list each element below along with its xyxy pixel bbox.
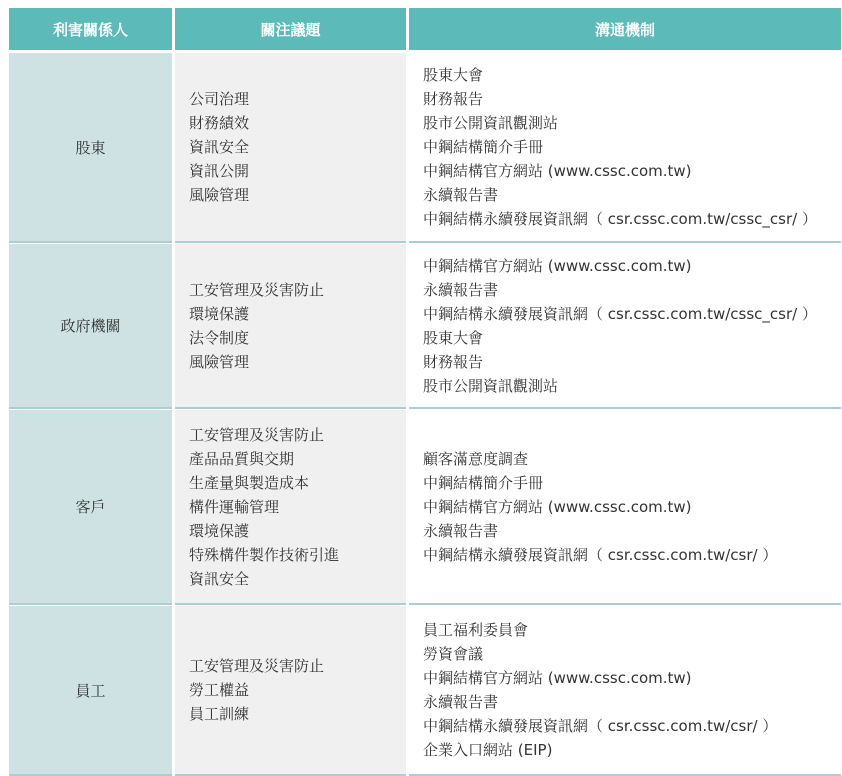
issue-item: 資訊公開 [189, 162, 250, 180]
channel-item: 股市公開資訊觀測站 [423, 376, 559, 395]
stakeholder-cell: 員工 [9, 606, 172, 774]
channel-item: 中鋼結構永續發展資訊網（ csr.cssc.com.tw/csr/ ） [423, 717, 778, 735]
channel-item: 中鋼結構官方網站 (www.cssc.com.tw) [423, 162, 692, 180]
issue-item: 財務績效 [189, 114, 250, 132]
channel-item: 中鋼結構簡介手冊 [423, 473, 544, 492]
channel-item: 企業入口網站 (EIP) [423, 741, 553, 759]
issue-item: 產品品質與交期 [189, 449, 295, 468]
channel-item: 永續報告書 [423, 280, 499, 299]
channel-item: 勞資會議 [423, 645, 484, 663]
header-stakeholder: 利害關係人 [9, 8, 172, 50]
issues-cell [175, 244, 406, 407]
channel-item: 永續報告書 [423, 693, 499, 711]
channel-item: 股東大會 [423, 328, 484, 347]
issues-cell [175, 410, 406, 603]
issues-cell [175, 53, 406, 241]
channel-item: 中鋼結構永續發展資訊網（ csr.cssc.com.tw/csr/ ） [423, 545, 778, 564]
channel-item: 中鋼結構永續發展資訊網（ csr.cssc.com.tw/cssc_csr/ ） [423, 304, 817, 323]
issue-item: 資訊安全 [189, 569, 250, 588]
channel-item: 永續報告書 [423, 186, 499, 204]
issue-item: 法令制度 [189, 328, 250, 347]
issue-item: 員工訓練 [189, 705, 250, 723]
issue-item: 環境保護 [189, 304, 250, 323]
header-issues: 關注議題 [175, 8, 406, 50]
issue-item: 勞工權益 [189, 681, 250, 699]
stakeholder-cell: 客戶 [9, 410, 172, 603]
stakeholder-cell: 政府機關 [9, 244, 172, 407]
issue-item: 環境保護 [189, 521, 250, 540]
channels-cell [409, 410, 841, 603]
channel-item: 中鋼結構官方網站 (www.cssc.com.tw) [423, 256, 692, 275]
channels-cell [409, 606, 841, 774]
issue-item: 工安管理及災害防止 [189, 657, 325, 675]
channel-item: 中鋼結構官方網站 (www.cssc.com.tw) [423, 497, 692, 516]
issue-item: 特殊構件製作技術引進 [189, 545, 340, 564]
issue-item: 工安管理及災害防止 [189, 280, 325, 299]
channel-item: 員工福利委員會 [423, 621, 529, 639]
channel-item: 股東大會 [423, 66, 484, 84]
stakeholder-table [9, 8, 841, 774]
channel-item: 財務報告 [423, 352, 484, 371]
issue-item: 資訊安全 [189, 138, 250, 156]
header-channels: 溝通機制 [409, 8, 841, 50]
channels-cell [409, 53, 841, 241]
issue-item: 公司治理 [189, 90, 250, 108]
channel-item: 財務報告 [423, 90, 484, 108]
issue-item: 生產量與製造成本 [189, 473, 310, 492]
issue-item: 工安管理及災害防止 [189, 425, 325, 444]
channel-item: 中鋼結構永續發展資訊網（ csr.cssc.com.tw/cssc_csr/ ） [423, 210, 817, 228]
issues-cell [175, 606, 406, 774]
channel-item: 中鋼結構官方網站 (www.cssc.com.tw) [423, 669, 692, 687]
channel-item: 永續報告書 [423, 521, 499, 540]
issue-item: 構件運輸管理 [189, 497, 280, 516]
channels-cell [409, 244, 841, 407]
stakeholder-cell: 股東 [9, 53, 172, 241]
channel-item: 中鋼結構簡介手冊 [423, 138, 544, 156]
channel-item: 顧客滿意度調查 [423, 449, 529, 468]
issue-item: 風險管理 [189, 352, 250, 371]
channel-item: 股市公開資訊觀測站 [423, 114, 559, 132]
issue-item: 風險管理 [189, 186, 250, 204]
